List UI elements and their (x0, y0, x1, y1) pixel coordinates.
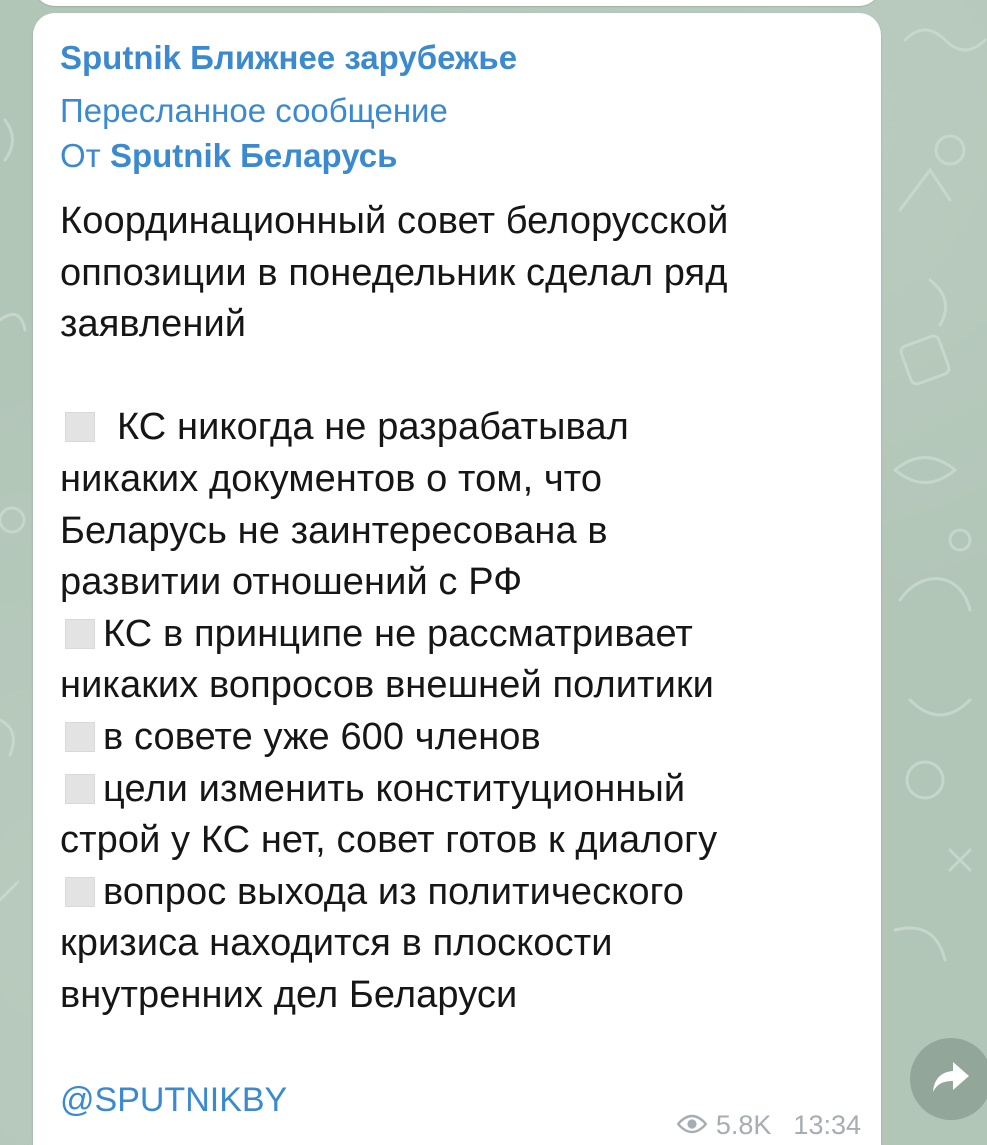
text-line: заявлений (60, 303, 247, 346)
message-text (60, 196, 860, 1022)
text-line: Беларусь не заинтересована в (60, 509, 608, 552)
previous-message-bubble (33, 0, 881, 6)
bullet-text: КС никогда не разрабатывал (117, 406, 629, 449)
white-square-icon (65, 877, 95, 907)
blank-line (60, 351, 860, 403)
text-line: никаких документов о том, что (60, 457, 603, 500)
white-square-icon (65, 412, 95, 442)
bullet-text: КС в принципе не рассматривает (103, 612, 693, 655)
channel-name[interactable]: Sputnik Ближнее зарубежье (60, 39, 518, 76)
forwarded-from-source[interactable]: Sputnik Беларусь (109, 137, 398, 174)
text-line: Координационный совет белорусской (60, 200, 729, 242)
bullet-text: вопрос выхода из политического (103, 870, 684, 913)
view-count: 5.8K (715, 1110, 772, 1140)
white-square-icon (65, 619, 95, 649)
bullet-line (60, 764, 860, 816)
text-line: строй у КС нет, совет готов к диалогу (60, 819, 718, 862)
message-meta (677, 1110, 861, 1141)
bullet-line (60, 402, 860, 454)
message-time: 13:34 (793, 1110, 861, 1140)
forwarded-label: Пересланное сообщение (60, 92, 448, 129)
forwarded-from-prefix: От (60, 137, 101, 174)
text-line: никаких вопросов внешней политики (60, 664, 715, 707)
text-line: развитии отношений с РФ (60, 561, 523, 604)
bullet-line (60, 712, 860, 764)
channel-link[interactable]: @SPUTNIKBY (60, 1081, 288, 1119)
share-button[interactable] (910, 1038, 987, 1120)
eye-icon (677, 1110, 707, 1141)
white-square-icon (65, 722, 95, 752)
text-line: внутренних дел Беларуси (60, 973, 518, 1016)
text-line: оппозиции в понедельник сделал ряд (60, 251, 728, 294)
white-square-icon (65, 774, 95, 804)
forwarded-from[interactable] (60, 137, 397, 175)
bullet-line (60, 609, 860, 661)
message-bubble[interactable] (33, 13, 881, 1145)
bullet-text: цели изменить конституционный (103, 767, 686, 810)
bullet-line (60, 867, 860, 919)
bullet-text: в совете уже 600 членов (103, 715, 541, 758)
text-line: кризиса находится в плоскости (60, 922, 613, 965)
share-arrow-icon (931, 1060, 971, 1099)
